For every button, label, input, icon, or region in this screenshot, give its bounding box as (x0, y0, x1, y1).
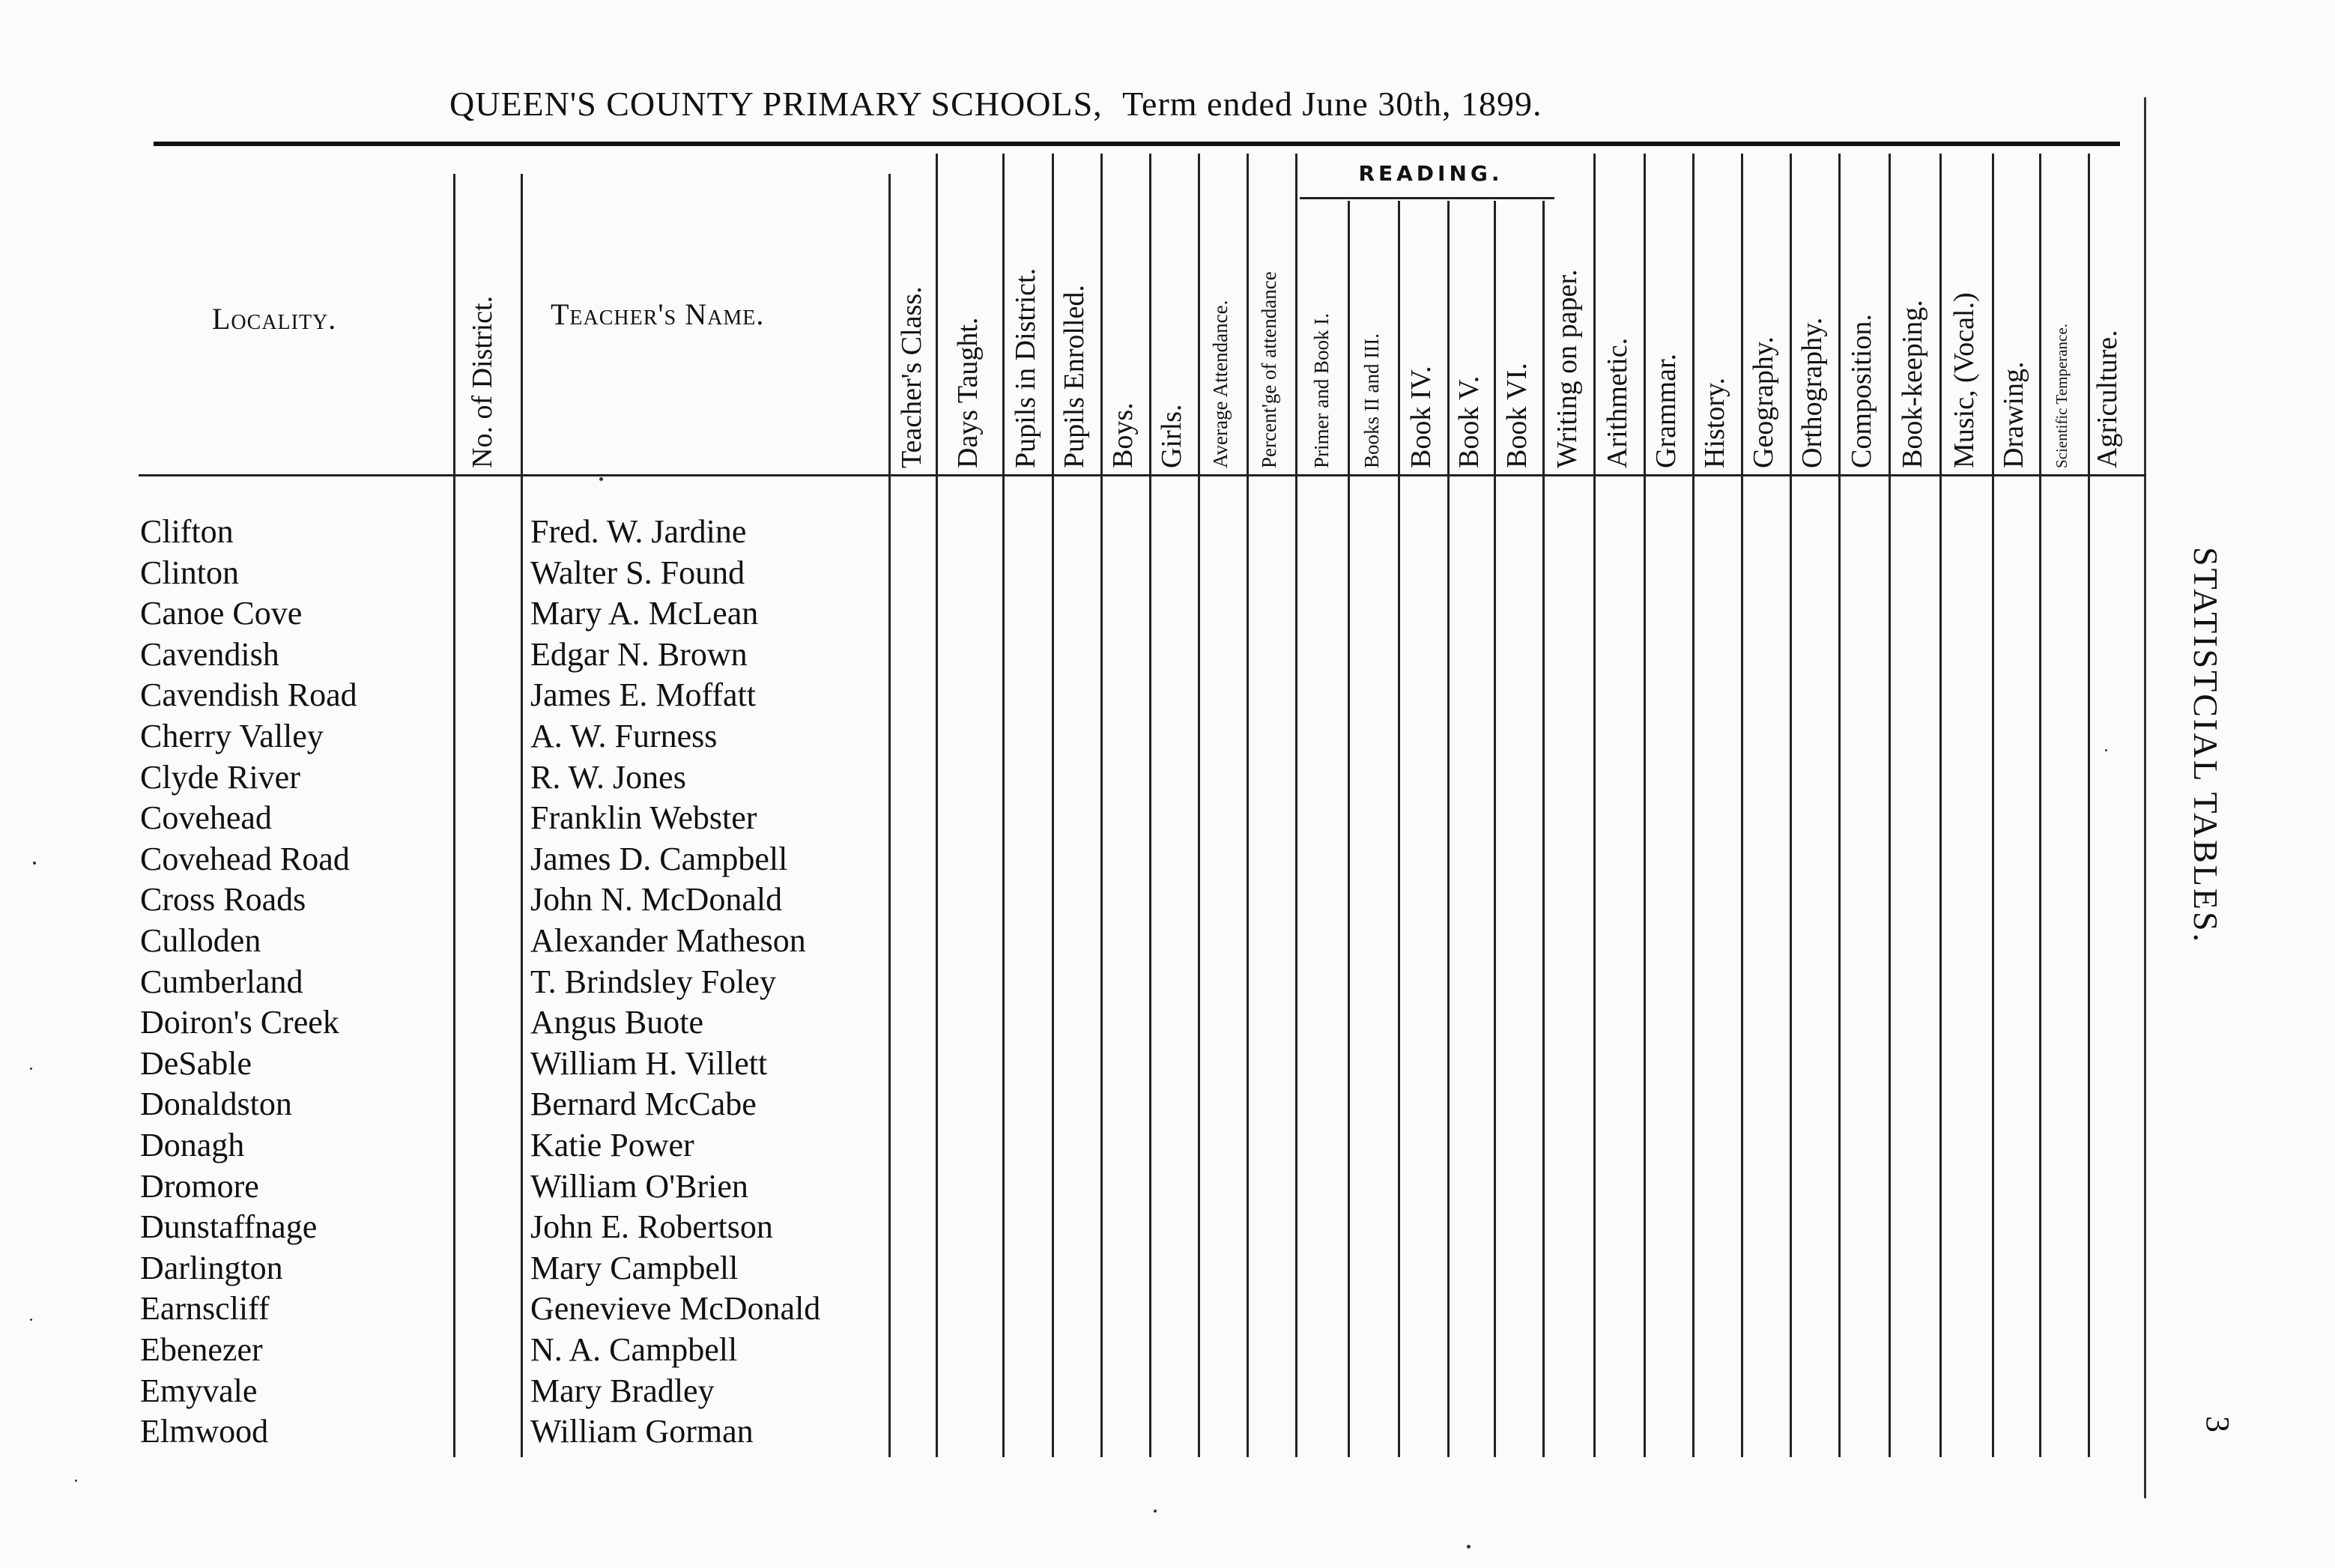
locality-cell: Donaldston (140, 1086, 292, 1122)
locality-cell: Canoe Cove (140, 595, 303, 632)
locality-cell: Doiron's Creek (140, 1004, 339, 1041)
teacher-name-cell: Mary A. McLean (530, 595, 759, 632)
header-book-v: Book V. (1453, 375, 1485, 468)
header-composition: Composition. (1846, 314, 1877, 468)
right-border-rule (2144, 97, 2146, 1498)
teacher-name-cell: T. Brindsley Foley (530, 963, 776, 1000)
column-rule (2039, 154, 2041, 1457)
title-main: QUEEN'S COUNTY PRIMARY SCHOOLS, (449, 85, 1103, 123)
teacher-name-cell: Fred. W. Jardine (530, 513, 747, 550)
locality-cell: Covehead Road (140, 841, 350, 877)
header-writing-on-paper: Writing on paper. (1551, 269, 1583, 468)
locality-cell: Darlington (140, 1250, 283, 1286)
locality-cell: Covehead (140, 799, 272, 836)
column-rule (1889, 154, 1891, 1457)
column-rule (1198, 154, 1200, 1457)
teacher-name-cell: William O'Brien (530, 1168, 748, 1205)
locality-cell: Cavendish (140, 636, 279, 673)
teacher-name-cell: N. A. Campbell (530, 1331, 738, 1368)
teacher-name-cell: Edgar N. Brown (530, 636, 748, 673)
header-book-iv: Book IV. (1405, 366, 1437, 468)
column-rule (1692, 154, 1695, 1457)
teacher-name-cell: Angus Buote (530, 1004, 703, 1041)
print-speck (599, 477, 603, 481)
header-teacher: Teacher's Name. (551, 297, 765, 331)
teacher-name-cell: William H. Villett (530, 1045, 768, 1082)
header-orthography: Orthography. (1796, 317, 1828, 468)
locality-cell: DeSable (140, 1045, 252, 1082)
header-book-vi: Book VI. (1501, 363, 1533, 468)
teacher-name-cell: Franklin Webster (530, 799, 757, 836)
column-rule (1494, 201, 1496, 1457)
column-rule (1741, 154, 1743, 1457)
header-geography: Geography. (1748, 336, 1779, 468)
header-pupils-enrolled: Pupils Enrolled. (1059, 285, 1090, 468)
header-average-attendance: Average Attendance. (1209, 300, 1232, 468)
locality-cell: Earnscliff (140, 1290, 270, 1327)
locality-cell: Emyvale (140, 1372, 258, 1409)
teacher-name-cell: Mary Bradley (530, 1372, 715, 1409)
page-title (449, 84, 1873, 124)
column-rule (1593, 154, 1596, 1457)
header-pupils-in-district: Pupils in District. (1010, 267, 1041, 468)
print-speck (1467, 1545, 1471, 1549)
teacher-name-cell: Bernard McCabe (530, 1086, 757, 1122)
reading-rule (1300, 197, 1554, 199)
column-rule (1939, 154, 1942, 1457)
locality-cell: Dunstaffnage (140, 1208, 318, 1245)
column-rule (1149, 154, 1151, 1457)
locality-cell: Dromore (140, 1168, 259, 1205)
locality-cell: Clyde River (140, 759, 300, 796)
locality-cell: Donagh (140, 1127, 245, 1163)
column-rule (1644, 154, 1646, 1457)
locality-cell: Cavendish Road (140, 676, 357, 713)
header-primer-and-book-i: Primer and Book I. (1310, 313, 1333, 468)
column-rule (2088, 154, 2090, 1457)
header-teacher-s-class: Teacher's Class. (896, 286, 927, 468)
locality-cell: Ebenezer (140, 1331, 263, 1368)
locality-cell: Clinton (140, 554, 240, 591)
header-bottom-rule (139, 474, 2146, 476)
teacher-name-cell: James D. Campbell (530, 841, 788, 877)
header-days-taught: Days Taught. (952, 317, 984, 468)
header-reading: READING. (1358, 161, 1503, 186)
header-drawing: Drawing. (1998, 361, 2029, 468)
header-grammar: Grammar. (1650, 353, 1682, 468)
column-rule (453, 174, 455, 1457)
header-locality: Locality. (212, 302, 337, 336)
locality-cell: Cross Roads (140, 881, 306, 918)
teacher-name-cell: Mary Campbell (530, 1250, 739, 1286)
column-rule (1838, 154, 1841, 1457)
teacher-name-cell: Katie Power (530, 1127, 694, 1163)
locality-cell: Elmwood (140, 1413, 269, 1450)
print-speck (33, 862, 36, 865)
teacher-name-cell: James E. Moffatt (530, 676, 757, 713)
column-rule (1992, 154, 1994, 1457)
header-book-keeping: Book-keeping. (1897, 300, 1928, 468)
header-scientific-temperance: Scientific Temperance. (2053, 324, 2071, 468)
print-speck (2105, 749, 2107, 751)
column-rule (1447, 201, 1450, 1457)
title-term: Term ended June 30th, 1899. (1122, 85, 1542, 123)
header-books-ii-and-iii: Books II and III. (1360, 333, 1383, 468)
header-girls: Girls. (1156, 404, 1187, 468)
locality-cell: Cherry Valley (140, 718, 324, 754)
header-history: History. (1699, 377, 1730, 468)
column-rule (1247, 154, 1249, 1457)
column-rule (1002, 154, 1005, 1457)
header-district: No. of District. (467, 295, 498, 468)
locality-cell: Clifton (140, 513, 234, 550)
teacher-name-cell: Genevieve McDonald (530, 1290, 821, 1327)
column-rule (1398, 201, 1400, 1457)
print-speck (30, 1068, 32, 1070)
side-label: STATISTCIAL TABLES. (2187, 547, 2225, 945)
locality-cell: Cumberland (140, 963, 303, 1000)
teacher-name-cell: William Gorman (530, 1413, 754, 1450)
column-rule (936, 154, 938, 1457)
header-percent-ge-of-attendance: Percent'ge of attendance (1258, 271, 1280, 468)
teacher-name-cell: Walter S. Found (530, 554, 745, 591)
print-speck (1154, 1510, 1157, 1513)
teacher-name-cell: John N. McDonald (530, 881, 783, 918)
print-speck (30, 1319, 32, 1321)
column-rule (1052, 154, 1054, 1457)
page-number: 3 (2199, 1416, 2236, 1432)
header-music-vocal: Music, (Vocal.) (1948, 292, 1980, 468)
teacher-name-cell: John E. Robertson (530, 1208, 773, 1245)
teacher-name-cell: R. W. Jones (530, 759, 686, 796)
teacher-name-cell: Alexander Matheson (530, 922, 806, 959)
locality-cell: Culloden (140, 922, 261, 959)
header-arithmetic: Arithmetic. (1602, 337, 1633, 468)
header-agriculture: Agriculture. (2092, 330, 2123, 468)
top-rule (154, 142, 2120, 146)
column-rule (1100, 154, 1103, 1457)
teacher-name-cell: A. W. Furness (530, 718, 718, 754)
column-rule (1790, 154, 1792, 1457)
column-rule (1295, 154, 1297, 1457)
print-speck (75, 1480, 77, 1482)
column-rule (888, 174, 891, 1457)
column-rule (1348, 201, 1350, 1457)
column-rule (1542, 201, 1545, 1457)
header-boys: Boys. (1107, 402, 1139, 468)
column-rule (521, 174, 523, 1457)
